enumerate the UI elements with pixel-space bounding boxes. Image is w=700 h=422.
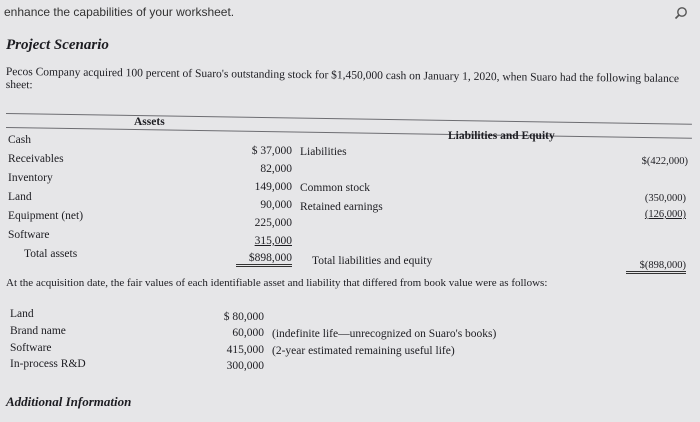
liability-value: $(422,000)	[641, 156, 688, 167]
fair-value-amount: $ 80,000	[223, 311, 264, 323]
liability-label: Liabilities	[300, 146, 347, 158]
asset-label: Land	[8, 191, 32, 203]
equity-value: (126,000)	[644, 209, 686, 220]
search-icon[interactable]	[674, 6, 688, 20]
asset-value: 315,000	[254, 235, 292, 247]
fair-value-amount: 415,000	[226, 344, 264, 356]
total-liabilities-equity-value: $(898,000)	[626, 260, 686, 274]
fair-value-label: Software	[10, 342, 52, 354]
asset-value: 90,000	[260, 199, 292, 211]
total-assets-label: Total assets	[24, 248, 78, 260]
additional-information-heading: Additional Information	[6, 394, 132, 409]
asset-value: $ 37,000	[251, 145, 292, 157]
asset-label: Receivables	[8, 153, 64, 165]
fair-value-label: Land	[10, 308, 34, 320]
fair-value-intro: At the acquisition date, the fair values of each identifiable asset and liability that differed from book value were as follows:	[6, 277, 548, 289]
fair-value-note: (indefinite life—unrecognized on Suaro's books)	[272, 328, 497, 340]
asset-value: 225,000	[254, 217, 292, 229]
total-liabilities-equity-label: Total liabilities and equity	[312, 255, 433, 267]
asset-label: Cash	[8, 134, 31, 146]
assets-header: Assets	[134, 116, 165, 128]
balance-sheet-top-rule	[6, 113, 692, 125]
balance-sheet-header-rule	[6, 127, 692, 139]
equity-label: Retained earnings	[300, 201, 383, 213]
total-assets-value: $898,000	[236, 252, 292, 267]
fair-value-label: Brand name	[10, 325, 66, 337]
top-snippet-text: enhance the capabilities of your worksheet.	[4, 5, 235, 19]
asset-label: Inventory	[8, 172, 53, 184]
asset-label: Software	[8, 229, 50, 241]
fair-value-note: (2-year estimated remaining useful life)	[272, 345, 455, 357]
fair-value-label: In-process R&D	[10, 358, 86, 370]
asset-value: 149,000	[254, 181, 292, 193]
equity-label: Common stock	[300, 182, 370, 194]
fair-value-amount: 60,000	[232, 327, 264, 339]
asset-label: Equipment (net)	[8, 210, 84, 222]
page-title: Project Scenario	[6, 37, 109, 53]
equity-value: (350,000)	[644, 193, 686, 204]
fair-value-amount: 300,000	[226, 360, 264, 372]
asset-value: 82,000	[260, 163, 292, 175]
scenario-paragraph: Pecos Company acquired 100 percent of Suaro's outstanding stock for $1,450,000 cash on January 1, 2020, when Suaro had the following balance sheet:	[5, 66, 680, 92]
liabilities-equity-header: Liabilities and Equity	[448, 130, 555, 142]
